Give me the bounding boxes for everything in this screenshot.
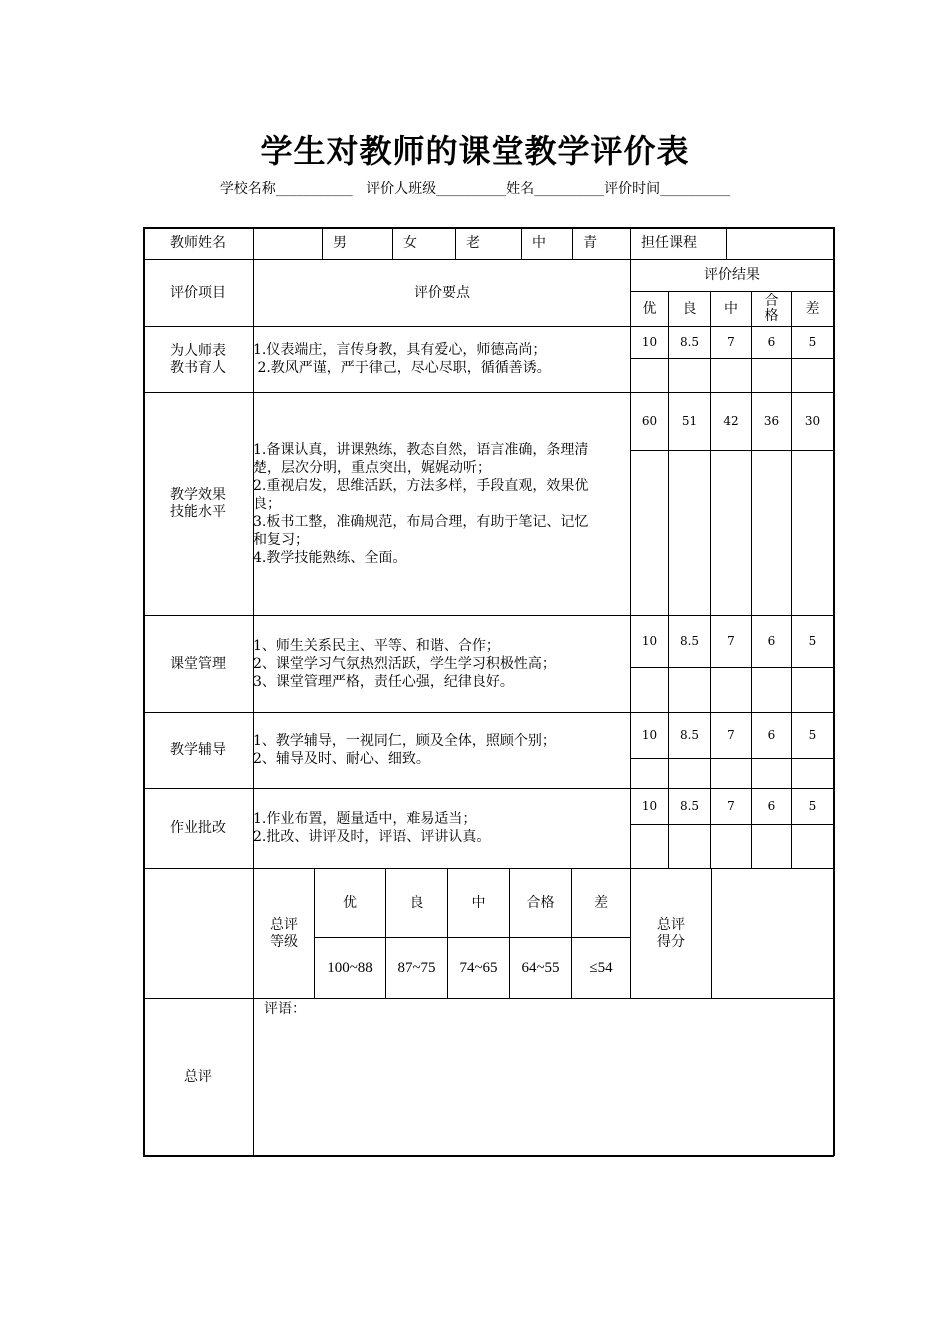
overall-grade-good: 良 [409,894,424,911]
age-old-option[interactable]: 老 [466,234,480,251]
teacher-name-field[interactable] [254,227,322,259]
overall-range: 74~65 [459,959,498,976]
score-cell: 7 [727,634,735,648]
score-cell: 5 [808,335,817,349]
score-cell: 6 [767,335,776,349]
summary-label: 总评 [184,1068,212,1085]
overall-grade-label: 总评 等级 [270,916,298,950]
score-cell: 5 [808,634,817,648]
grade-good-header: 良 [682,300,697,317]
evaluation-table [143,227,834,1156]
section-points: 1、教学辅导，一视同仁，顾及全体，照顾个别； 2、辅导及时、耐心、细致。 [253,733,556,767]
section-name: 教学效果 技能水平 [170,487,226,520]
section-name: 课堂管理 [170,655,226,672]
overall-grade-medium: 中 [471,894,486,911]
age-young-option[interactable]: 青 [583,234,597,251]
age-middle-option[interactable]: 中 [532,234,546,251]
score-cell: 6 [767,634,776,648]
score-cell: 7 [727,335,735,349]
score-cell: 6 [767,799,776,813]
overall-grade-poor: 差 [594,894,608,911]
score-cell: 8.5 [679,799,700,813]
score-cell: 6 [767,728,776,742]
score-cell: 10 [641,335,658,349]
grade-excellent-header: 优 [642,300,657,317]
comment-label: 评语： [264,1001,306,1017]
grade-medium-header: 中 [724,300,738,317]
score-cell: 30 [804,414,821,428]
score-cell: 51 [681,414,698,428]
score-cell: 36 [763,414,780,428]
overall-grade-excellent: 优 [343,894,357,911]
score-cell: 5 [808,799,817,813]
teacher-name-label: 教师姓名 [170,234,226,251]
score-cell: 42 [723,414,739,428]
section-points: 1.备课认真，讲课熟练，教态自然，语言准确，条理清 楚，层次分明，重点突出，娓娓动听； 2.重视启发，思维活跃，方法多样，手段直观，效果优 良； 3.板书工整，准确规范，布局合理，有助于笔记、记忆 和复习； 4.教学技能熟练、全面。 [253,442,589,566]
overall-range: 87~75 [397,959,436,976]
overall-range: ≤54 [589,959,613,976]
eval-result-header: 评价结果 [704,267,760,283]
gender-female-option[interactable]: 女 [403,234,417,251]
overall-range: 100~88 [327,959,373,976]
score-cell: 8.5 [679,335,700,349]
score-cell: 10 [641,728,658,742]
score-cell: 8.5 [679,634,700,648]
score-cell: 10 [641,799,658,813]
comment-field[interactable] [254,1027,833,1155]
section-name: 教学辅导 [170,742,226,758]
overall-grade-pass: 合格 [526,894,555,911]
form-subtitle: 学校名称___________ 评价人班级__________姓名__________评价时间__________ [219,181,731,197]
overall-range: 64~55 [521,959,560,976]
page-title: 学生对教师的课堂教学评价表 [260,132,690,170]
section-name: 作业批改 [170,820,226,836]
course-label: 担任课程 [641,234,697,251]
section-points: 1.仪表端庄，言传身教，具有爱心，师德高尚； 2.教风严谨，严于律己，尽心尽职，循循善诱。 [253,342,551,376]
score-cell: 60 [641,414,658,428]
course-field[interactable] [727,227,833,259]
gender-male-option[interactable]: 男 [333,234,347,251]
grade-poor-header: 差 [805,300,820,317]
score-cell: 10 [641,634,658,648]
score-cell: 7 [727,799,735,813]
grade-pass-header: 合 格 [764,293,779,324]
score-cell: 7 [727,728,735,742]
score-cell: 8.5 [679,728,700,742]
eval-item-header: 评价项目 [170,284,226,301]
section-points: 1、师生关系民主、平等、和谐、合作； 2、课堂学习气氛热烈活跃，学生学习积极性高； 3、课堂管理严格，责任心强，纪律良好。 [253,638,556,690]
score-cell: 5 [808,728,817,742]
section-name: 为人师表 教书育人 [170,342,226,376]
eval-points-header: 评价要点 [414,284,470,301]
overall-score-field[interactable] [712,869,833,998]
overall-score-label: 总评 得分 [657,917,685,950]
section-points: 1.作业布置，题量适中，难易适当； 2.批改、讲评及时，评语、评讲认真。 [253,811,491,845]
